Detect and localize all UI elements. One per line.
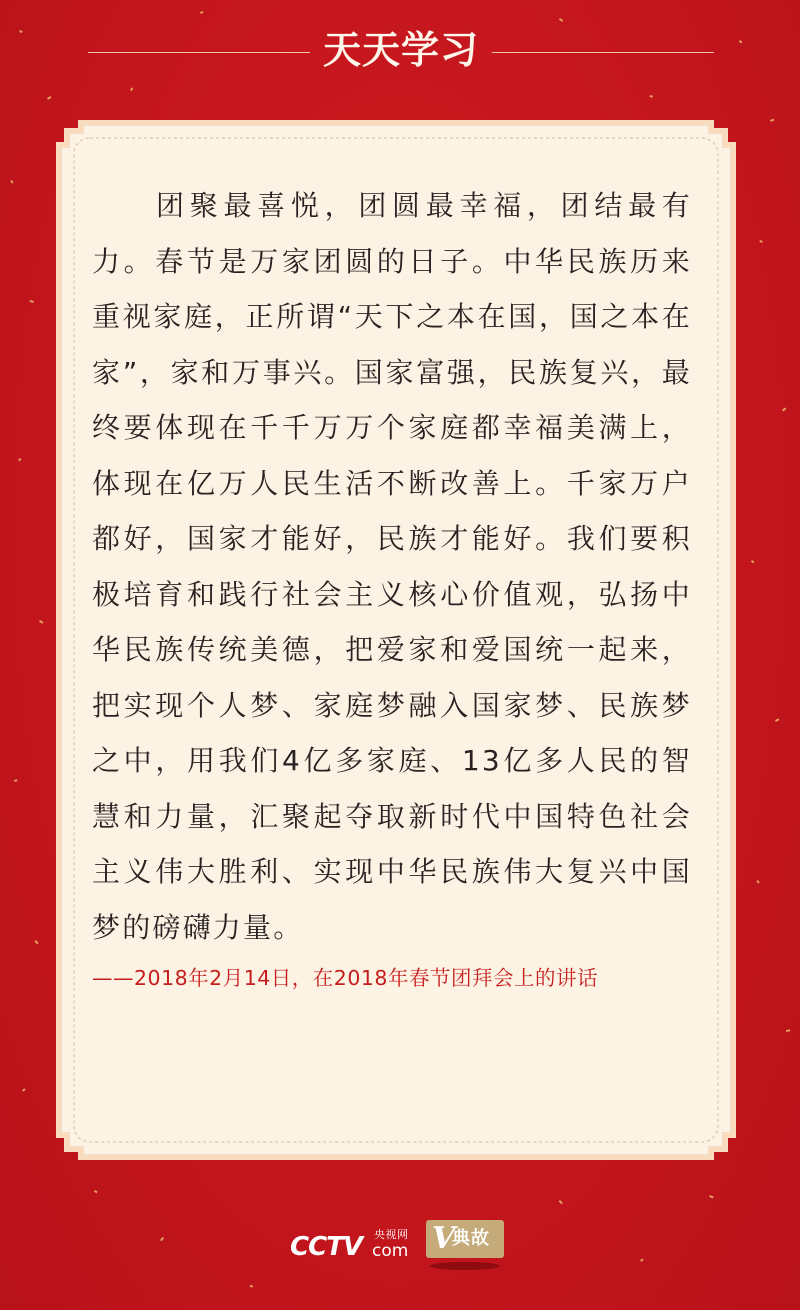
cctv-cn-label: 央视网 (374, 1228, 409, 1241)
badge-v-letter: V (432, 1221, 456, 1256)
badge-label: 典故 (452, 1228, 490, 1249)
cctv-wordmark: CCTV (290, 1232, 363, 1262)
quote-content (92, 178, 692, 995)
header-left-rule (88, 52, 310, 53)
footer-logos (290, 1218, 520, 1278)
cctv-com-label: com (372, 1241, 409, 1261)
badge-shadow (430, 1262, 500, 1270)
header (0, 22, 800, 78)
vdiangu-badge[interactable] (426, 1220, 504, 1258)
cctv-logo[interactable] (290, 1224, 420, 1264)
header-right-rule (492, 52, 714, 53)
page-title: 天天学习 (322, 27, 479, 72)
quote-source: ——2018年2月14日，在2018年春节团拜会上的讲话 (92, 966, 598, 990)
quote-body: 团聚最喜悦，团圆最幸福，团结最有力。春节是万家团圆的日子。中华民族历来重视家庭，正所谓“天下之本在国，国之本在家”，家和万事兴。国家富强，民族复兴，最终要体现在千千万万个家庭都幸福美满上，体现在亿万人民生活不断改善上。千家万户都好，国家才能好，民族才能好。我们要积极培育和践行社会主义核心价值观，弘扬中华民族传统美德，把爱家和爱国统一起来，把实现个人梦、家庭梦融入国家梦、民族梦之中，用我们4亿多家庭、13亿多人民的智慧和力量，汇聚起夺取新时代中国特色社会主义伟大胜利、实现中华民族伟大复兴中国梦的磅礴力量。 (92, 189, 692, 944)
